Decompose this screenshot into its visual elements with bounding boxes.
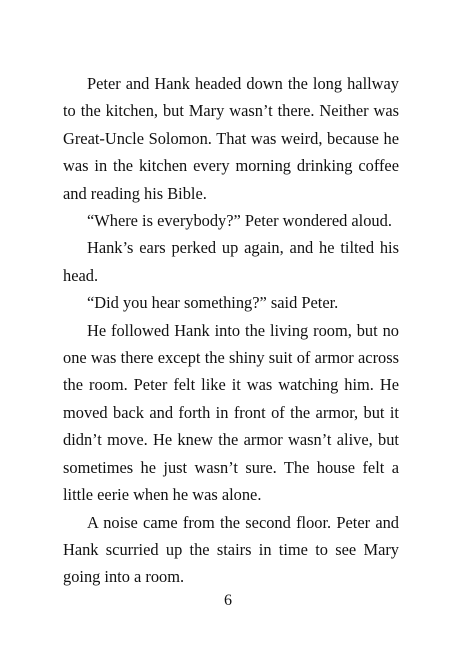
paragraph-3: Hank’s ears perked up again, and he tilted his head. — [63, 238, 399, 285]
paragraph-6: A noise came from the second floor. Peter and Hank scurried up the stairs in time to see Mary going into a room. — [63, 512, 399, 587]
paragraph-1: Peter and Hank headed down the long hallway to the kitchen, but Mary wasn’t there. Neither was Great-Uncle Solomon. That was weird, because he was in the kitchen every morning drinking coffee and reading his Bible. — [63, 74, 399, 203]
paragraph-2: “Where is everybody?” Peter wondered aloud. — [87, 211, 392, 231]
paragraph-4: “Did you hear something?” said Peter. — [87, 293, 339, 313]
paragraph-5: He followed Hank into the living room, but no one was there except the shiny suit of armor across the room. Peter felt like it was watching him. He moved back and forth in front of the armor, but it didn’t move. He knew the armor wasn’t alive, but sometimes he just wasn’t sure. The house felt a little eerie when he was alone. — [63, 320, 399, 505]
body-text — [63, 70, 399, 591]
page-number: 6 — [224, 592, 232, 609]
